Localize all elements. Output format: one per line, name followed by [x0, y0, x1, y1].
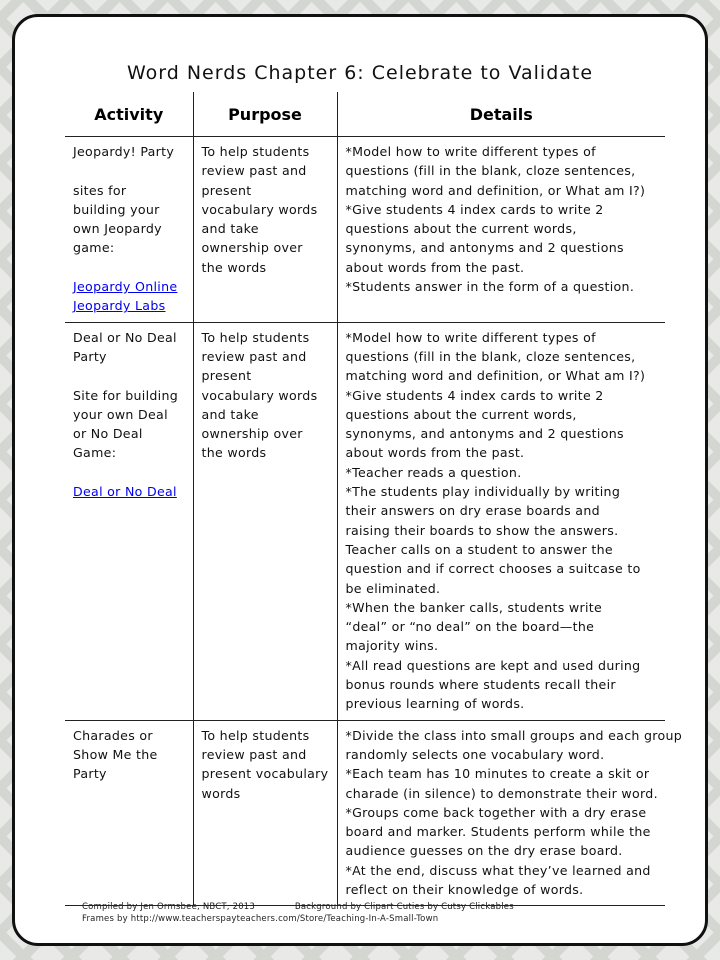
table-row [65, 322, 665, 720]
footer-frames: Frames by http://www.teacherspayteachers.com/Store/Teaching-In-A-Small-Town [82, 914, 439, 924]
activity-cell-line [73, 463, 193, 482]
details-cell-line: *Each team has 10 minutes to create a skit or [345, 766, 650, 782]
details-cell-line: randomly selects one vocabulary word. [345, 746, 605, 762]
details-cell-line: bonus rounds where students recall their [345, 677, 616, 693]
activity-link[interactable]: Jeopardy Online [73, 279, 178, 295]
details-cell-line: matching word and definition, or What am I?) [345, 182, 646, 198]
header-activity: Activity [65, 92, 193, 137]
purpose-cell-line: and take [201, 406, 259, 422]
activity-cell-line: Site for building [73, 387, 179, 403]
details-cell-line: their answers on dry erase boards and [345, 503, 600, 519]
purpose-cell-line: vocabulary words [201, 201, 318, 217]
details-cell-line: synonyms, and antonyms and 2 questions [345, 240, 624, 256]
footer-background: Background by Clipart Cuties by Cutsy Clickables [294, 902, 514, 912]
purpose-cell-line: To help students [201, 329, 310, 345]
purpose-cell-line: vocabulary words [201, 387, 318, 403]
activity-cell [65, 720, 193, 906]
purpose-cell-line: the words [201, 445, 267, 461]
details-cell-line: be eliminated. [345, 580, 441, 596]
details-cell-line: *Give students 4 index cards to write 2 [345, 201, 604, 217]
activity-cell-line: game: [73, 240, 115, 256]
purpose-cell-line: review past and [201, 163, 307, 179]
activities-table [65, 92, 683, 906]
purpose-cell-line: To help students [201, 727, 310, 743]
header-purpose: Purpose [193, 92, 337, 137]
header-details: Details [337, 92, 665, 137]
activity-cell [65, 137, 193, 323]
activity-cell-line: or No Deal [73, 426, 143, 442]
table-row [65, 720, 665, 906]
details-cell-line: *Divide the class into small groups and each group [345, 727, 683, 743]
details-cell [337, 322, 665, 720]
activity-cell-line: Deal or No Deal [73, 329, 177, 345]
activity-cell-line: own Jeopardy [73, 221, 162, 237]
details-cell-line: question and if correct chooses a suitcase to [345, 561, 641, 577]
details-cell-line: board and marker. Students perform while the [345, 824, 651, 840]
details-cell-line: *Students answer in the form of a question. [345, 279, 635, 295]
purpose-cell [193, 720, 337, 906]
details-cell-line: *At the end, discuss what they’ve learned and [345, 862, 651, 878]
footer-compiled: Compiled by Jen Ormsbee, NBCT, 2013 [82, 902, 256, 912]
footer-credits [82, 902, 514, 912]
details-cell-line: “deal” or “no deal” on the board—the [345, 619, 595, 635]
purpose-cell-line: review past and [201, 746, 307, 762]
activity-cell-line [73, 161, 193, 180]
activity-cell-line: your own Deal [73, 406, 168, 422]
details-cell-line: questions about the current words, [345, 221, 577, 237]
details-cell-line: charade (in silence) to demonstrate their word. [345, 785, 658, 801]
purpose-cell [193, 322, 337, 720]
details-cell-line: audience guesses on the dry erase board. [345, 843, 623, 859]
activity-cell-line: Party [73, 766, 107, 782]
purpose-cell-line: and take [201, 221, 259, 237]
header-row [65, 92, 665, 137]
activity-cell-line: sites for [73, 182, 127, 198]
purpose-cell-line: the words [201, 259, 267, 275]
details-cell-line: previous learning of words. [345, 696, 525, 712]
details-cell-line: Teacher calls on a student to answer the [345, 541, 613, 557]
activity-cell-line: building your [73, 201, 160, 217]
details-cell-line: synonyms, and antonyms and 2 questions [345, 426, 624, 442]
table-row [65, 137, 665, 323]
details-cell-line: *All read questions are kept and used during [345, 657, 641, 673]
details-cell-line: about words from the past. [345, 259, 525, 275]
purpose-cell-line: To help students [201, 144, 310, 159]
details-cell-line: *When the banker calls, students write [345, 599, 603, 615]
activity-link[interactable]: Deal or No Deal [73, 484, 177, 500]
activity-cell-line: Game: [73, 445, 117, 461]
details-cell-line: matching word and definition, or What am I?) [345, 368, 646, 384]
details-cell-line: questions about the current words, [345, 406, 577, 422]
purpose-cell-line: present [201, 368, 252, 384]
details-cell-line: raising their boards to show the answers. [345, 522, 619, 538]
details-cell-line: about words from the past. [345, 445, 525, 461]
details-cell-line: majority wins. [345, 638, 439, 654]
purpose-cell-line: ownership over [201, 426, 303, 442]
details-cell [337, 137, 665, 323]
details-cell-line: *The students play individually by writing [345, 484, 621, 500]
details-cell-line: *Teacher reads a question. [345, 464, 522, 480]
details-cell-line: questions (fill in the blank, cloze sentences, [345, 348, 636, 364]
page-title: Word Nerds Chapter 6: Celebrate to Validate [126, 62, 594, 84]
purpose-cell-line: present [201, 182, 252, 198]
activity-link[interactable]: Jeopardy Labs [73, 298, 166, 314]
activity-cell-line: Show Me the [73, 746, 158, 762]
details-cell-line: *Give students 4 index cards to write 2 [345, 387, 604, 403]
details-cell [337, 720, 683, 906]
activity-cell-line: Charades or [73, 727, 153, 743]
activity-cell-line: Party [73, 348, 107, 364]
details-cell-line: reflect on their knowledge of words. [345, 881, 584, 897]
details-cell-line: questions (fill in the blank, cloze sentences, [345, 163, 636, 179]
purpose-cell-line: review past and [201, 348, 307, 364]
details-cell-line: *Model how to write different types of [345, 144, 596, 159]
activity-cell-line [73, 366, 193, 385]
activity-cell [65, 322, 193, 720]
purpose-cell-line: words [201, 785, 241, 801]
details-cell-line: *Groups come back together with a dry erase [345, 804, 647, 820]
activity-cell-line [73, 258, 193, 277]
purpose-cell-line: ownership over [201, 240, 303, 256]
purpose-cell [193, 137, 337, 323]
activity-cell-line: Jeopardy! Party [73, 144, 175, 159]
purpose-cell-line: present vocabulary [201, 766, 329, 782]
details-cell-line: *Model how to write different types of [345, 329, 596, 345]
